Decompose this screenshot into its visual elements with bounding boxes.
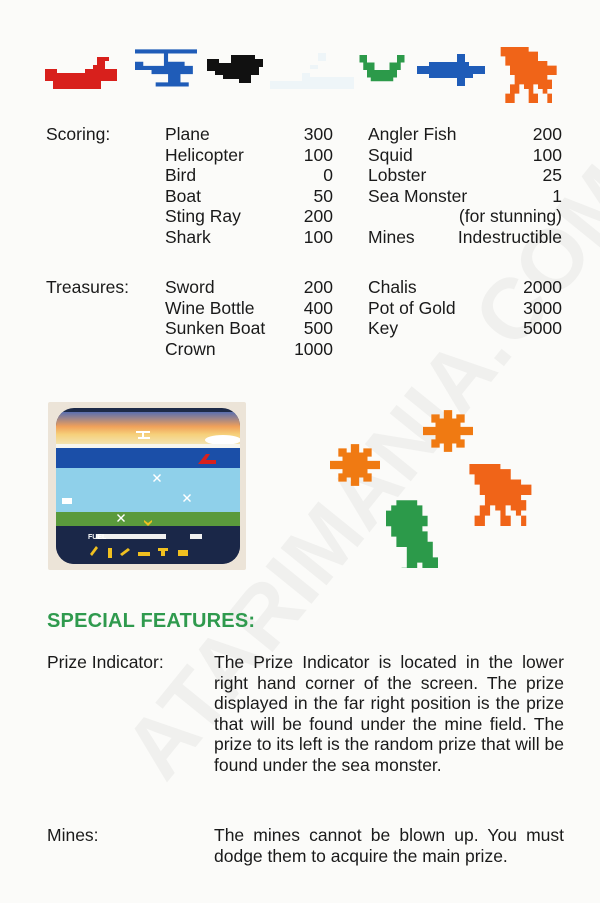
table-row [165, 339, 333, 360]
item-name: Boat [165, 185, 201, 206]
bird-icon [207, 55, 263, 83]
item-name: Sunken Boat [165, 318, 266, 338]
scoring-left-column [165, 124, 333, 247]
shark-icon [417, 53, 485, 87]
item-points: 100 [532, 144, 562, 165]
item-points: (for stunning) [458, 206, 562, 226]
item-name: Shark [165, 226, 211, 247]
squid-icon [468, 464, 538, 526]
helicopter-icon [135, 49, 197, 91]
item-name: Bird [165, 165, 197, 185]
item-name: Plane [165, 124, 210, 144]
treasures-label: Treasures: [46, 277, 129, 297]
table-row [368, 186, 562, 207]
plane-icon [45, 57, 117, 89]
table-row [165, 318, 333, 339]
item-name: Wine Bottle [165, 297, 255, 318]
item-points: Indestructible [457, 226, 562, 247]
item-points: 100 [303, 226, 333, 247]
scoring-label: Scoring: [46, 124, 111, 144]
item-name: Squid [368, 144, 413, 165]
enemy-sprite-row [45, 45, 565, 105]
sun-icon [330, 444, 380, 486]
mines-text: The mines cannot be blown up. You must dodge them to acquire the main prize. [214, 825, 564, 866]
prize-indicator-label: Prize Indicator: [47, 652, 164, 672]
item-points: 200 [303, 277, 333, 297]
item-name: Lobster [368, 165, 427, 185]
item-points: 25 [542, 165, 562, 185]
table-row [165, 124, 333, 145]
table-row [165, 206, 333, 227]
item-name: Pot of Gold [368, 297, 456, 318]
item-name: Sword [165, 277, 215, 297]
item-name: Crown [165, 338, 216, 359]
item-points: 2000 [523, 277, 562, 297]
game-screen-photo [48, 402, 246, 570]
treasures-left-column [165, 277, 333, 359]
item-points: 500 [303, 318, 333, 338]
table-row [165, 145, 333, 166]
item-name: Sting Ray [165, 206, 241, 226]
squid-icon [500, 47, 562, 103]
item-points: 0 [323, 165, 333, 185]
table-row [165, 298, 333, 319]
item-points: 200 [532, 124, 562, 144]
prize-indicator-text: The Prize Indicator is located in the lower right hand corner of the screen. The prize displayed in the far right position is the prize that will be found under the mine field. The prize to its left is the random prize that will be found under the sea monster. [214, 652, 564, 775]
item-points: 400 [303, 297, 333, 318]
sting-ray-icon [359, 55, 405, 85]
mines-label: Mines: [47, 825, 99, 845]
item-name: Helicopter [165, 144, 244, 165]
special-features-heading: SPECIAL FEATURES: [47, 610, 256, 632]
item-points: 100 [303, 144, 333, 165]
item-name: Sea Monster [368, 185, 468, 206]
item-name: Angler Fish [368, 124, 457, 144]
fuel-label: FUEL [88, 534, 107, 541]
item-points: 50 [313, 185, 333, 206]
item-points: 3000 [523, 297, 562, 318]
table-row [165, 165, 333, 186]
sea-monster-icon [386, 500, 438, 568]
item-name: Key [368, 318, 399, 338]
table-row [165, 227, 333, 248]
table-row [165, 186, 333, 207]
item-points: 1000 [294, 338, 333, 359]
item-points: 1 [552, 185, 562, 206]
item-name: Chalis [368, 277, 417, 297]
boat-icon [270, 53, 354, 89]
item-points: 200 [303, 206, 333, 226]
table-row [165, 277, 333, 298]
item-points: 300 [303, 124, 333, 144]
item-name: Mines [368, 226, 415, 247]
table-row [368, 124, 562, 145]
table-row [368, 145, 562, 166]
item-points: 5000 [523, 318, 562, 338]
table-row [368, 165, 562, 186]
sun-icon [423, 410, 473, 452]
